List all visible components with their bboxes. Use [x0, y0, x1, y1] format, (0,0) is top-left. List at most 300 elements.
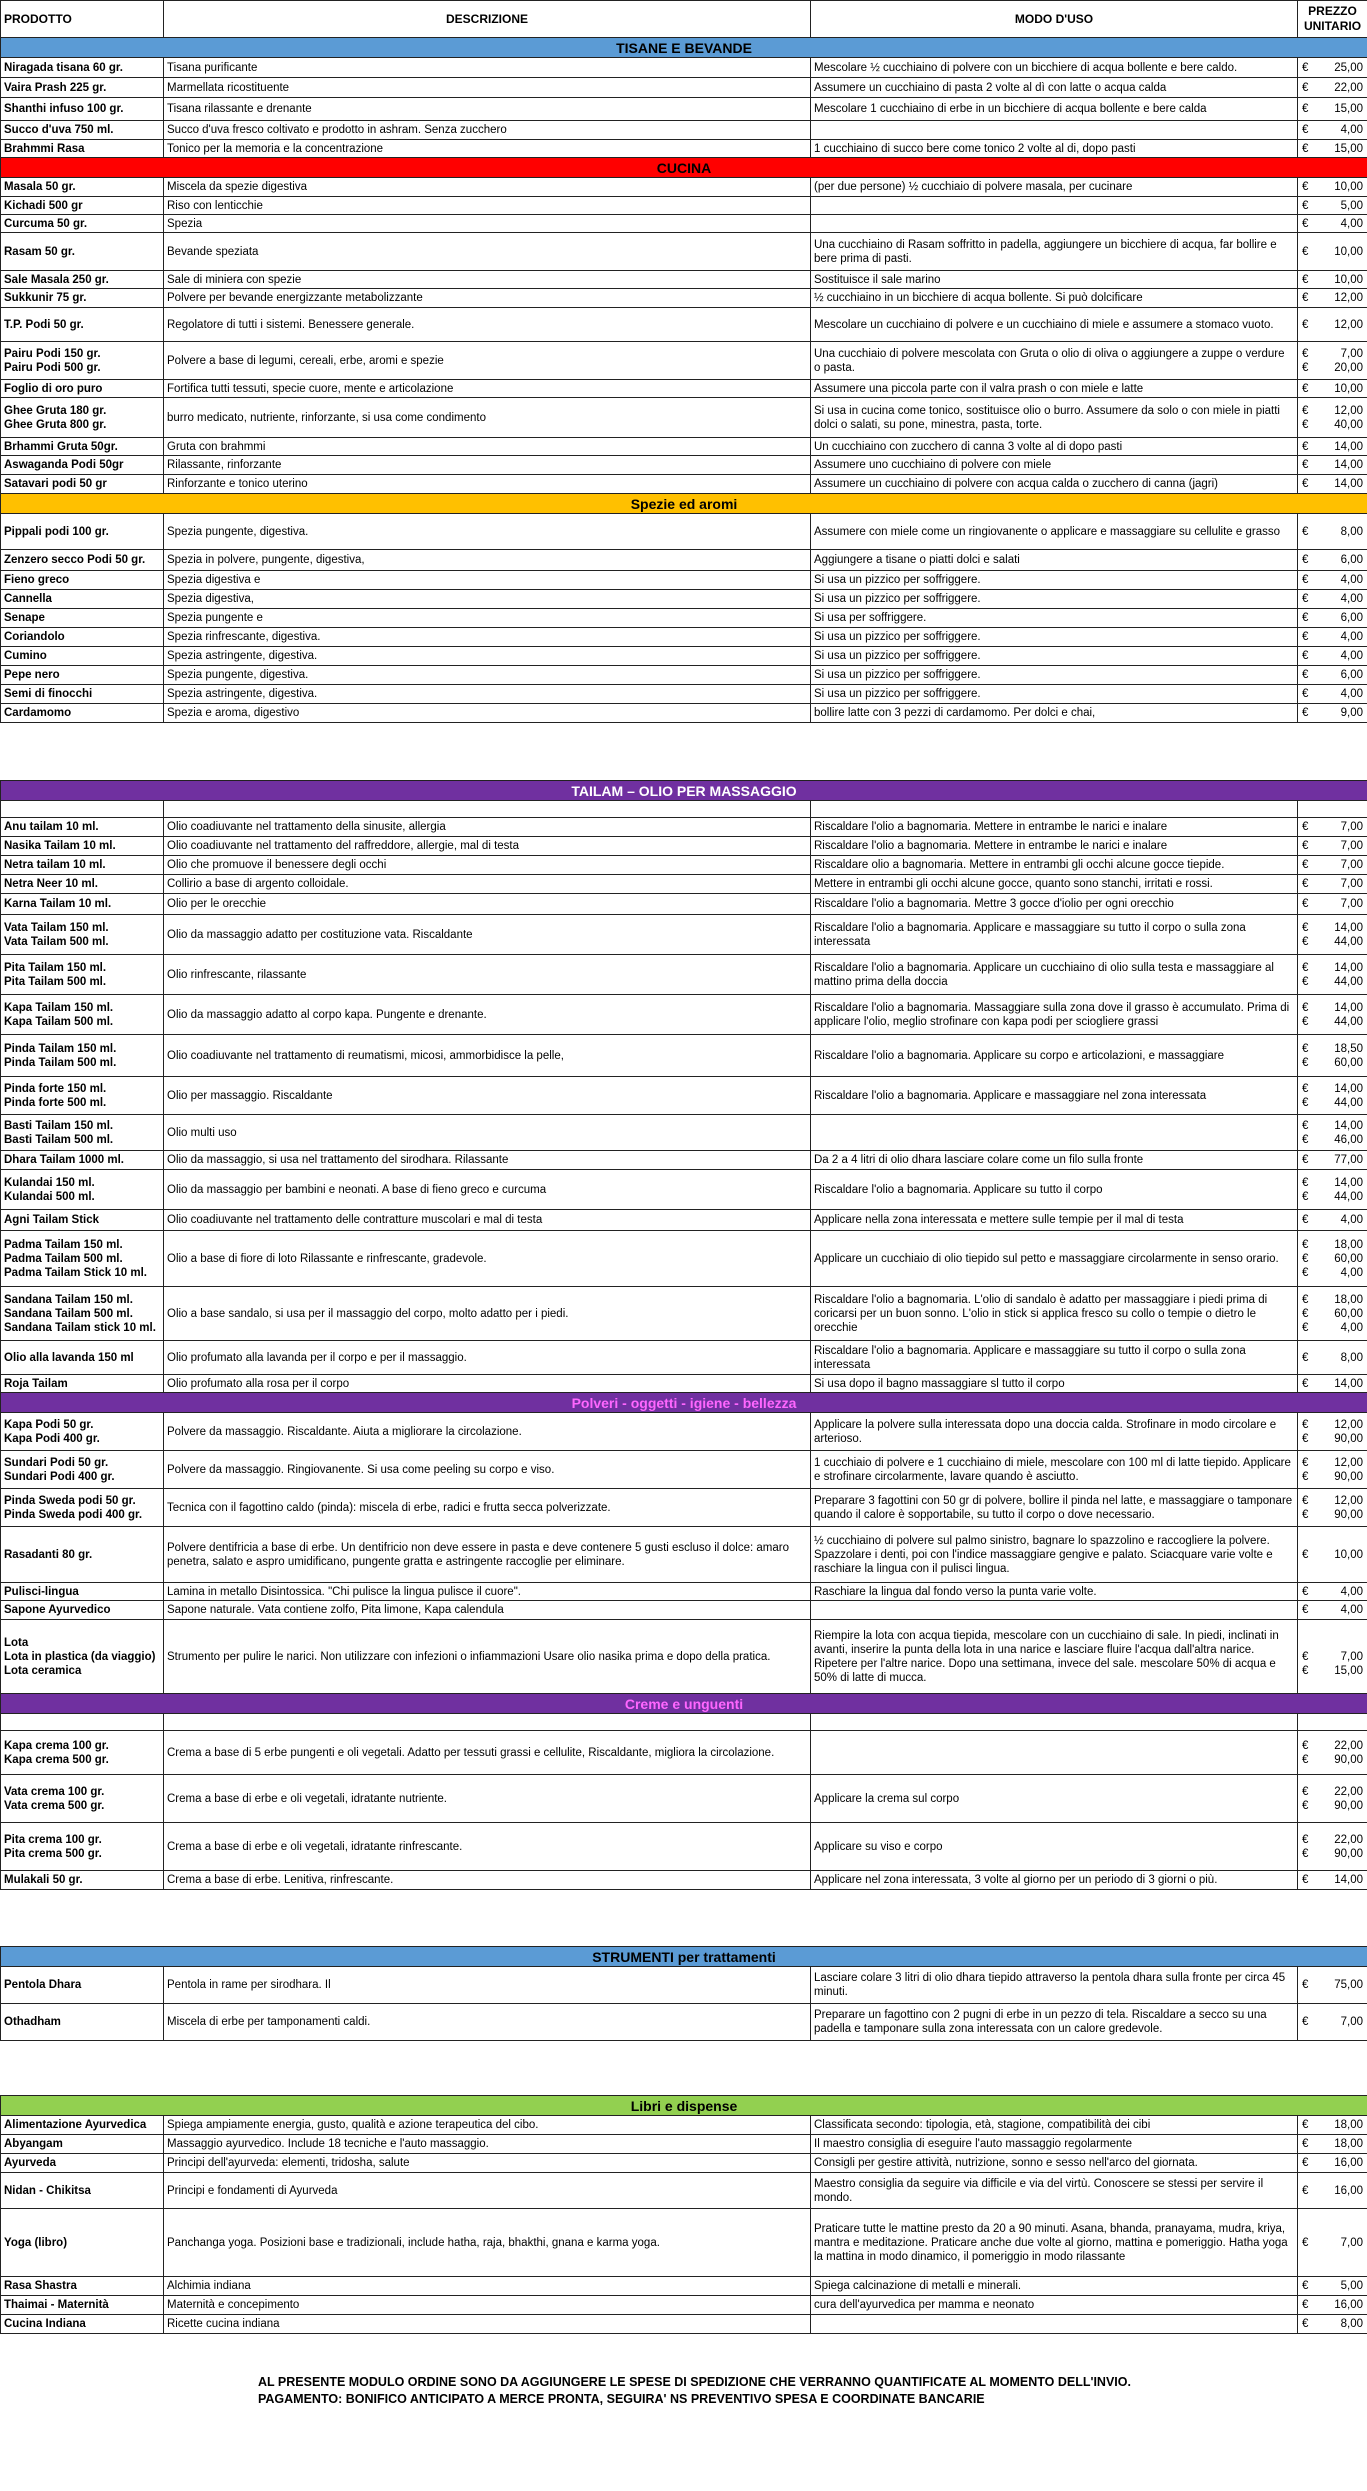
product-name: Dhara Tailam 1000 ml.: [4, 1154, 124, 1166]
price-amount: 16,00: [1334, 2299, 1363, 2311]
price-line: [1302, 897, 1363, 911]
product-description: Strumento per pulire le narici. Non utilizzare con infezioni o infiammazioni Usare olio nasika prima e dopo della pratica.: [164, 1620, 811, 1694]
product-usage: Una cucchiaio di polvere mescolata con Gruta o olio di oliva o aggiungere a zuppe o verdure o pasta.: [811, 342, 1298, 380]
product-row: [1, 894, 1367, 915]
product-description: Spezia: [164, 215, 811, 233]
product-name: Pinda Sweda podi 50 gr.: [4, 1494, 136, 1507]
currency-symbol: €: [1302, 961, 1309, 974]
product-price-cell: [1298, 1231, 1367, 1287]
product-row: [1, 2004, 1367, 2041]
product-row: [1, 1231, 1367, 1287]
product-price-cell: [1298, 2116, 1367, 2135]
product-description: Riso con lenticchie: [164, 197, 811, 215]
product-row: [1, 1170, 1367, 1210]
price-amount: 12,00: [1334, 1494, 1363, 1507]
product-name: Sundari Podi 50 gr.: [4, 1456, 109, 1469]
product-name: Kapa Podi 400 gr.: [4, 1432, 100, 1445]
product-row: [1, 2296, 1367, 2315]
product-usage: Riscaldare l'olio a bagnomaria. L'olio di sandalo è adatto per massaggiare i piedi prima di coricarsi per un buon sonno. L'olio in stick si applica fresco su collo o tempie o dietro le orecchie: [811, 1287, 1298, 1341]
currency-symbol: €: [1302, 1119, 1309, 1132]
section-title: STRUMENTI per trattamenti: [1, 1947, 1367, 1967]
product-name: Sale Masala 250 gr.: [4, 273, 109, 286]
product-row: [1, 1451, 1367, 1489]
product-name-cell: [1, 514, 164, 550]
product-name-cell: [1, 197, 164, 215]
product-description: Olio a base di fiore di loto Rilassante e rinfrescante, gradevole.: [164, 1231, 811, 1287]
product-description: Tisana rilassante e drenante: [164, 98, 811, 121]
product-name-cell: [1, 1077, 164, 1115]
product-description: Olio coadiuvante nel trattamento della sinusite, allergia: [164, 818, 811, 837]
product-name: Kapa Tailam 150 ml.: [4, 1001, 114, 1014]
product-description: Spezia rinfrescante, digestiva.: [164, 628, 811, 647]
price-line: [1302, 877, 1363, 891]
price-line: [1302, 1585, 1363, 1599]
price-amount: 44,00: [1334, 975, 1363, 988]
price-amount: 18,00: [1334, 2138, 1363, 2150]
currency-symbol: €: [1302, 1979, 1309, 1991]
price-amount: 6,00: [1340, 554, 1363, 566]
product-usage: 1 cucchiaino di succo bere come tonico 2 volte al di, dopo pasti: [811, 140, 1298, 158]
price-amount: 7,00: [1340, 840, 1363, 852]
blank-row: [1, 801, 1367, 818]
price-amount: 4,00: [1340, 1321, 1363, 1334]
price-amount: 14,00: [1334, 921, 1363, 934]
product-usage: Riscaldare l'olio a bagnomaria. Applicare su corpo e articolazioni, e massaggiare: [811, 1035, 1298, 1077]
product-row: [1, 875, 1367, 894]
product-row: [1, 456, 1367, 475]
product-row: [1, 1871, 1367, 1890]
product-name: Senape: [4, 612, 45, 624]
product-name-cell: [1, 590, 164, 609]
price-amount: 12,00: [1334, 318, 1363, 331]
product-usage: Riscaldare l'olio a bagnomaria. Mettere in entrambe le narici e inalare: [811, 837, 1298, 856]
product-row: [1, 1823, 1367, 1871]
price-line: [1302, 1293, 1363, 1307]
product-name-cell: [1, 2315, 164, 2334]
product-name: Vata Tailam 500 ml.: [4, 935, 109, 948]
product-row: [1, 818, 1367, 837]
product-description: Olio coadiuvante nel trattamento delle contratture muscolari e mal di testa: [164, 1210, 811, 1231]
product-price-cell: [1298, 1115, 1367, 1151]
product-price-cell: [1298, 837, 1367, 856]
product-usage: Si usa dopo il bagno massaggiare sl tutto il corpo: [811, 1375, 1298, 1393]
price-amount: 7,00: [1340, 821, 1363, 833]
product-name-cell: [1, 2116, 164, 2135]
product-usage: (per due persone) ½ cucchiaio di polvere masala, per cucinare: [811, 178, 1298, 197]
price-amount: 10,00: [1334, 181, 1363, 193]
price-line: [1302, 81, 1363, 95]
product-price-cell: [1298, 1035, 1367, 1077]
product-usage: Applicare nella zona interessata e mettere sulle tempie per il mal di testa: [811, 1210, 1298, 1231]
product-name-cell: [1, 1035, 164, 1077]
product-price-cell: [1298, 380, 1367, 398]
product-row: [1, 1620, 1367, 1694]
product-usage: Riscaldare l'olio a bagnomaria. Applicare un cucchiaino di olio sulla testa e massaggiare al mattino prima della doccia: [811, 955, 1298, 995]
product-price-cell: [1298, 1583, 1367, 1601]
price-amount: 14,00: [1334, 1874, 1363, 1886]
price-line: [1302, 1833, 1363, 1847]
product-usage: Da 2 a 4 litri di olio dhara lasciare colare come un filo sulla fronte: [811, 1151, 1298, 1170]
product-name: Lota in plastica (da viaggio): [4, 1650, 156, 1663]
product-name: Succo d'uva 750 ml.: [4, 124, 114, 136]
product-usage: Si usa un pizzico per soffriggere.: [811, 685, 1298, 704]
product-row: [1, 1775, 1367, 1823]
currency-symbol: €: [1302, 1418, 1309, 1431]
price-amount: 8,00: [1340, 1351, 1363, 1364]
currency-symbol: €: [1302, 1432, 1309, 1445]
product-row: [1, 1341, 1367, 1375]
price-line: [1302, 1001, 1363, 1015]
product-name: Padma Tailam 150 ml.: [4, 1238, 123, 1251]
price-amount: 60,00: [1334, 1252, 1363, 1265]
product-name: Vaira Prash 225 gr.: [4, 81, 107, 94]
product-row: [1, 609, 1367, 628]
product-description: Olio da massaggio adatto al corpo kapa. Pungente e drenante.: [164, 995, 811, 1035]
product-name: Ghee Gruta 180 gr.: [4, 404, 107, 417]
product-name: Pita crema 500 gr.: [4, 1847, 102, 1860]
currency-symbol: €: [1302, 1307, 1309, 1320]
product-price-cell: [1298, 271, 1367, 289]
price-line: [1302, 611, 1363, 625]
section-header-row: [1, 1947, 1367, 1967]
product-price-cell: [1298, 1775, 1367, 1823]
price-amount: 12,00: [1334, 1456, 1363, 1469]
product-usage: Un cucchiaino con zucchero di canna 3 volte al di dopo pasti: [811, 438, 1298, 456]
product-description: Miscela di erbe per tamponamenti caldi.: [164, 2004, 811, 2041]
product-description: Olio rinfrescante, rilassante: [164, 955, 811, 995]
product-description: Tonico per la memoria e la concentrazione: [164, 140, 811, 158]
product-row: [1, 550, 1367, 571]
product-name: Othadham: [4, 2016, 61, 2028]
product-name-cell: [1, 1210, 164, 1231]
price-amount: 22,00: [1334, 81, 1363, 94]
price-line: [1302, 1470, 1363, 1484]
currency-symbol: €: [1302, 459, 1309, 471]
currency-symbol: €: [1302, 1056, 1309, 1069]
product-usage: Aggiungere a tisane o piatti dolci e salati: [811, 550, 1298, 571]
price-line: [1302, 61, 1363, 75]
product-row: [1, 590, 1367, 609]
product-description: Tisana purificante: [164, 58, 811, 78]
product-description: Principi e fondamenti di Ayurveda: [164, 2173, 811, 2209]
product-price-cell: [1298, 1620, 1367, 1694]
price-amount: 15,00: [1334, 142, 1363, 155]
product-name: Pinda Tailam 150 ml.: [4, 1042, 117, 1055]
currency-symbol: €: [1302, 650, 1309, 662]
product-price-cell: [1298, 1210, 1367, 1231]
product-description: Principi dell'ayurveda: elementi, tridosha, salute: [164, 2154, 811, 2173]
price-line: [1302, 649, 1363, 663]
product-name-cell: [1, 2173, 164, 2209]
currency-symbol: €: [1302, 382, 1309, 395]
product-price-cell: [1298, 2296, 1367, 2315]
product-name-cell: [1, 1871, 164, 1890]
currency-symbol: €: [1302, 1238, 1309, 1251]
price-amount: 90,00: [1334, 1508, 1363, 1521]
product-usage: Si usa in cucina come tonico, sostituisce olio o burro. Assumere da solo o con miele in piatti dolci o salati, su pone, minestra, pasta, torte.: [811, 398, 1298, 438]
currency-symbol: €: [1302, 1833, 1309, 1846]
product-row: [1, 995, 1367, 1035]
product-price-cell: [1298, 1967, 1367, 2004]
product-price-cell: [1298, 894, 1367, 915]
product-name: Olio alla lavanda 150 ml: [4, 1351, 134, 1364]
product-name: Pippali podi 100 gr.: [4, 525, 109, 538]
product-name-cell: [1, 1170, 164, 1210]
product-name-cell: [1, 271, 164, 289]
product-description: Ricette cucina indiana: [164, 2315, 811, 2334]
product-row: [1, 2315, 1367, 2334]
product-description: Crema a base di erbe e oli vegetali, idratante rinfrescante.: [164, 1823, 811, 1871]
product-usage: Praticare tutte le mattine presto da 20 a 90 minuti. Asana, bhanda, pranayama, mudra, kriya, mantra e meditazione. Praticare anche due volte al giorno, mattina e pomeriggio. Hatha yoga la mattina in modo dinamico, il pomeriggio in modo rilassante: [811, 2209, 1298, 2277]
product-row: [1, 1489, 1367, 1527]
product-description: Polvere a base di legumi, cereali, erbe, aromi e spezie: [164, 342, 811, 380]
product-name: Anu tailam 10 ml.: [4, 821, 99, 833]
product-description: Olio per le orecchie: [164, 894, 811, 915]
currency-symbol: €: [1302, 1664, 1309, 1677]
product-name: Ayurveda: [4, 2157, 56, 2169]
currency-symbol: €: [1302, 554, 1309, 566]
product-usage: [811, 1731, 1298, 1775]
price-amount: 22,00: [1334, 1739, 1363, 1752]
product-description: Spezia digestiva,: [164, 590, 811, 609]
product-name-cell: [1, 995, 164, 1035]
product-name-cell: [1, 215, 164, 233]
price-amount: 7,00: [1340, 2236, 1363, 2249]
product-row: [1, 837, 1367, 856]
currency-symbol: €: [1302, 669, 1309, 681]
product-name: Nidan - Chikitsa: [4, 2184, 91, 2197]
price-amount: 18,50: [1334, 1042, 1363, 1055]
product-row: [1, 1210, 1367, 1231]
section-header-row: [1, 781, 1367, 801]
product-price-cell: [1298, 955, 1367, 995]
product-usage: Riempire la lota con acqua tiepida, mescolare con un cucchiaino di sale. In piedi, inclinati in avanti, inserire la punta della lota in una narice e lasciare fluire l'acqua dall'altra narice. Ripetere per l'altre narice. Dopo una settimana, invece del sale. mescolare 50% di acqua e 50% di latte di mucca.: [811, 1620, 1298, 1694]
product-row: [1, 1583, 1367, 1601]
price-line: [1302, 820, 1363, 834]
product-row: [1, 1601, 1367, 1620]
product-name: Cumino: [4, 650, 47, 662]
currency-symbol: €: [1302, 935, 1309, 948]
product-name: Basti Tailam 150 ml.: [4, 1119, 114, 1132]
price-line: [1302, 1082, 1363, 1096]
product-name: Rasam 50 gr.: [4, 245, 75, 258]
product-usage: Riscaldare l'olio a bagnomaria. Applicare e massaggiare su tutto il corpo o sulla zona interessata: [811, 915, 1298, 955]
price-amount: 14,00: [1334, 1082, 1363, 1095]
product-row: [1, 704, 1367, 723]
price-line: [1302, 668, 1363, 682]
currency-symbol: €: [1302, 1293, 1309, 1306]
currency-symbol: €: [1302, 1351, 1309, 1364]
product-price-cell: [1298, 438, 1367, 456]
product-usage: [811, 121, 1298, 140]
product-description: Crema a base di erbe. Lenitiva, rinfrescante.: [164, 1871, 811, 1890]
price-amount: 14,00: [1334, 459, 1363, 471]
product-name: Foglio di oro puro: [4, 382, 103, 395]
product-usage: Riscaldare l'olio a bagnomaria. Mettere in entrambe le narici e inalare: [811, 818, 1298, 837]
product-price-cell: [1298, 289, 1367, 308]
product-name: Roja Tailam: [4, 1377, 68, 1390]
product-name-cell: [1, 1115, 164, 1151]
price-line: [1302, 1096, 1363, 1110]
product-price-cell: [1298, 818, 1367, 837]
product-price-cell: [1298, 2277, 1367, 2296]
price-amount: 4,00: [1340, 688, 1363, 700]
price-amount: 4,00: [1340, 574, 1363, 586]
price-line: [1302, 1432, 1363, 1446]
product-row: [1, 2209, 1367, 2277]
currency-symbol: €: [1302, 478, 1309, 490]
currency-symbol: €: [1302, 2236, 1309, 2249]
product-name-cell: [1, 875, 164, 894]
product-description: Maternità e concepimento: [164, 2296, 811, 2315]
price-line: [1302, 975, 1363, 989]
price-amount: 18,00: [1334, 1293, 1363, 1306]
price-line: [1302, 2279, 1363, 2293]
product-name-cell: [1, 1231, 164, 1287]
product-name-cell: [1, 289, 164, 308]
section-header-row: [1, 2096, 1367, 2116]
product-usage: Raschiare la lingua dal fondo verso la punta varie volte.: [811, 1583, 1298, 1601]
price-amount: 25,00: [1334, 61, 1363, 74]
product-usage: Mescolare 1 cucchiaino di erbe in un bicchiere di acqua bollente e bere calda: [811, 98, 1298, 121]
price-line: [1302, 1056, 1363, 1070]
product-row: [1, 915, 1367, 955]
product-price-cell: [1298, 2004, 1367, 2041]
currency-symbol: €: [1302, 1739, 1309, 1752]
footer-note: [0, 2334, 1367, 2408]
product-description: Spezia astringente, digestiva.: [164, 647, 811, 666]
price-amount: 14,00: [1334, 478, 1363, 490]
currency-symbol: €: [1302, 574, 1309, 586]
product-description: Polvere dentifricia a base di erbe. Un dentifricio non deve essere in pasta e deve contenere 5 gusti escluso il dolce: amaro penetra, salato e aspro umidificano, pungente gratta e astringente raccoglie per eliminare.: [164, 1527, 811, 1583]
currency-symbol: €: [1302, 1321, 1309, 1334]
price-amount: 12,00: [1334, 1418, 1363, 1431]
product-name-cell: [1, 2209, 164, 2277]
price-line: [1302, 1753, 1363, 1767]
product-row: [1, 98, 1367, 121]
product-description: Spezia in polvere, pungente, digestiva,: [164, 550, 811, 571]
section-header-row: [1, 1393, 1367, 1413]
currency-symbol: €: [1302, 1470, 1309, 1483]
product-usage: Riscaldare l'olio a bagnomaria. Applicare e massaggiare su tutto il corpo o sulla zona interessata: [811, 1341, 1298, 1375]
currency-symbol: €: [1302, 124, 1309, 136]
product-price-cell: [1298, 2135, 1367, 2154]
product-row: [1, 2154, 1367, 2173]
product-name: Niragada tisana 60 gr.: [4, 61, 123, 74]
product-description: Regolatore di tutti i sistemi. Benessere generale.: [164, 308, 811, 342]
price-amount: 44,00: [1334, 935, 1363, 948]
currency-symbol: €: [1302, 2280, 1309, 2292]
product-name: Coriandolo: [4, 631, 65, 643]
currency-symbol: €: [1302, 181, 1309, 193]
footer-line-shipping: AL PRESENTE MODULO ORDINE SONO DA AGGIUNGERE LE SPESE DI SPEDIZIONE CHE VERRANNO QUANTIFICATE AL MOMENTO DELL'INVIO.: [258, 2375, 1131, 2389]
product-description: Olio per massaggio. Riscaldante: [164, 1077, 811, 1115]
price-amount: 7,00: [1340, 347, 1363, 360]
currency-symbol: €: [1302, 1456, 1309, 1469]
product-description: Olio da massaggio per bambini e neonati. A base di fieno greco e curcuma: [164, 1170, 811, 1210]
price-amount: 4,00: [1340, 217, 1363, 230]
product-name: Sapone Ayurvedico: [4, 1604, 111, 1616]
product-description: Tecnica con il fagottino caldo (pinda): miscela di erbe, radici e frutta secca polverizzate.: [164, 1489, 811, 1527]
currency-symbol: €: [1302, 1604, 1309, 1616]
product-name: Rasa Shastra: [4, 2280, 77, 2292]
currency-symbol: €: [1302, 1154, 1309, 1166]
product-name-cell: [1, 2296, 164, 2315]
product-price-cell: [1298, 514, 1367, 550]
product-name-cell: [1, 438, 164, 456]
price-line: [1302, 1133, 1363, 1147]
price-amount: 44,00: [1334, 1190, 1363, 1203]
product-name-cell: [1, 837, 164, 856]
product-price-cell: [1298, 233, 1367, 271]
product-name-cell: [1, 178, 164, 197]
product-name-cell: [1, 98, 164, 121]
product-name: Abyangam: [4, 2138, 63, 2150]
price-amount: 12,00: [1334, 292, 1363, 304]
price-amount: 8,00: [1340, 2318, 1363, 2330]
currency-symbol: €: [1302, 273, 1309, 286]
product-description: Spezia digestiva e: [164, 571, 811, 590]
product-name: Pairu Podi 150 gr.: [4, 347, 101, 360]
product-name-cell: [1, 78, 164, 98]
section-header-row: [1, 494, 1367, 514]
currency-symbol: €: [1302, 318, 1309, 331]
product-usage: Una cucchiaino di Rasam soffritto in padella, aggiungere un bicchiere di acqua, far bollire e bere prima di pasti.: [811, 233, 1298, 271]
product-row: [1, 58, 1367, 78]
product-name: Cardamomo: [4, 707, 72, 719]
price-line: [1302, 1739, 1363, 1753]
product-price-cell: [1298, 308, 1367, 342]
price-amount: 14,00: [1334, 1176, 1363, 1189]
product-name: Netra Neer 10 ml.: [4, 878, 98, 890]
price-amount: 90,00: [1334, 1432, 1363, 1445]
currency-symbol: €: [1302, 1494, 1309, 1507]
product-name: Pinda Tailam 500 ml.: [4, 1056, 117, 1069]
product-usage: Mescolare ½ cucchiaino di polvere con un bicchiere di acqua bollente e bere caldo.: [811, 58, 1298, 78]
price-amount: 4,00: [1340, 124, 1363, 136]
price-line: [1302, 1213, 1363, 1227]
product-name: Pairu Podi 500 gr.: [4, 361, 101, 374]
product-name: Brhammi Gruta 50gr.: [4, 440, 118, 453]
price-line: [1302, 440, 1363, 454]
section-spacer: [1, 723, 1367, 781]
section-spacer: [1, 1890, 1367, 1947]
product-description: Rilassante, rinforzante: [164, 456, 811, 475]
product-name-cell: [1, 1375, 164, 1393]
price-line: [1302, 102, 1363, 116]
price-line: [1302, 2137, 1363, 2151]
price-amount: 12,00: [1334, 404, 1363, 417]
price-amount: 14,00: [1334, 1119, 1363, 1132]
product-row: [1, 1375, 1367, 1393]
currency-symbol: €: [1302, 418, 1309, 431]
price-amount: 18,00: [1334, 2119, 1363, 2131]
currency-symbol: €: [1302, 440, 1309, 453]
currency-symbol: €: [1302, 1785, 1309, 1798]
product-name-cell: [1, 818, 164, 837]
product-description: Crema a base di 5 erbe pungenti e oli vegetali. Adatto per tessuti grassi e cellulite, Riscaldante, migliora la circolazione.: [164, 1731, 811, 1775]
product-row: [1, 1527, 1367, 1583]
price-line: [1302, 1238, 1363, 1252]
price-amount: 77,00: [1334, 1154, 1363, 1166]
product-row: [1, 1115, 1367, 1151]
product-price-cell: [1298, 1287, 1367, 1341]
product-description: Gruta con brahmmi: [164, 438, 811, 456]
product-name: Kulandai 500 ml.: [4, 1190, 95, 1203]
currency-symbol: €: [1302, 612, 1309, 624]
price-line: [1302, 123, 1363, 137]
product-name: Zenzero secco Podi 50 gr.: [4, 554, 146, 566]
